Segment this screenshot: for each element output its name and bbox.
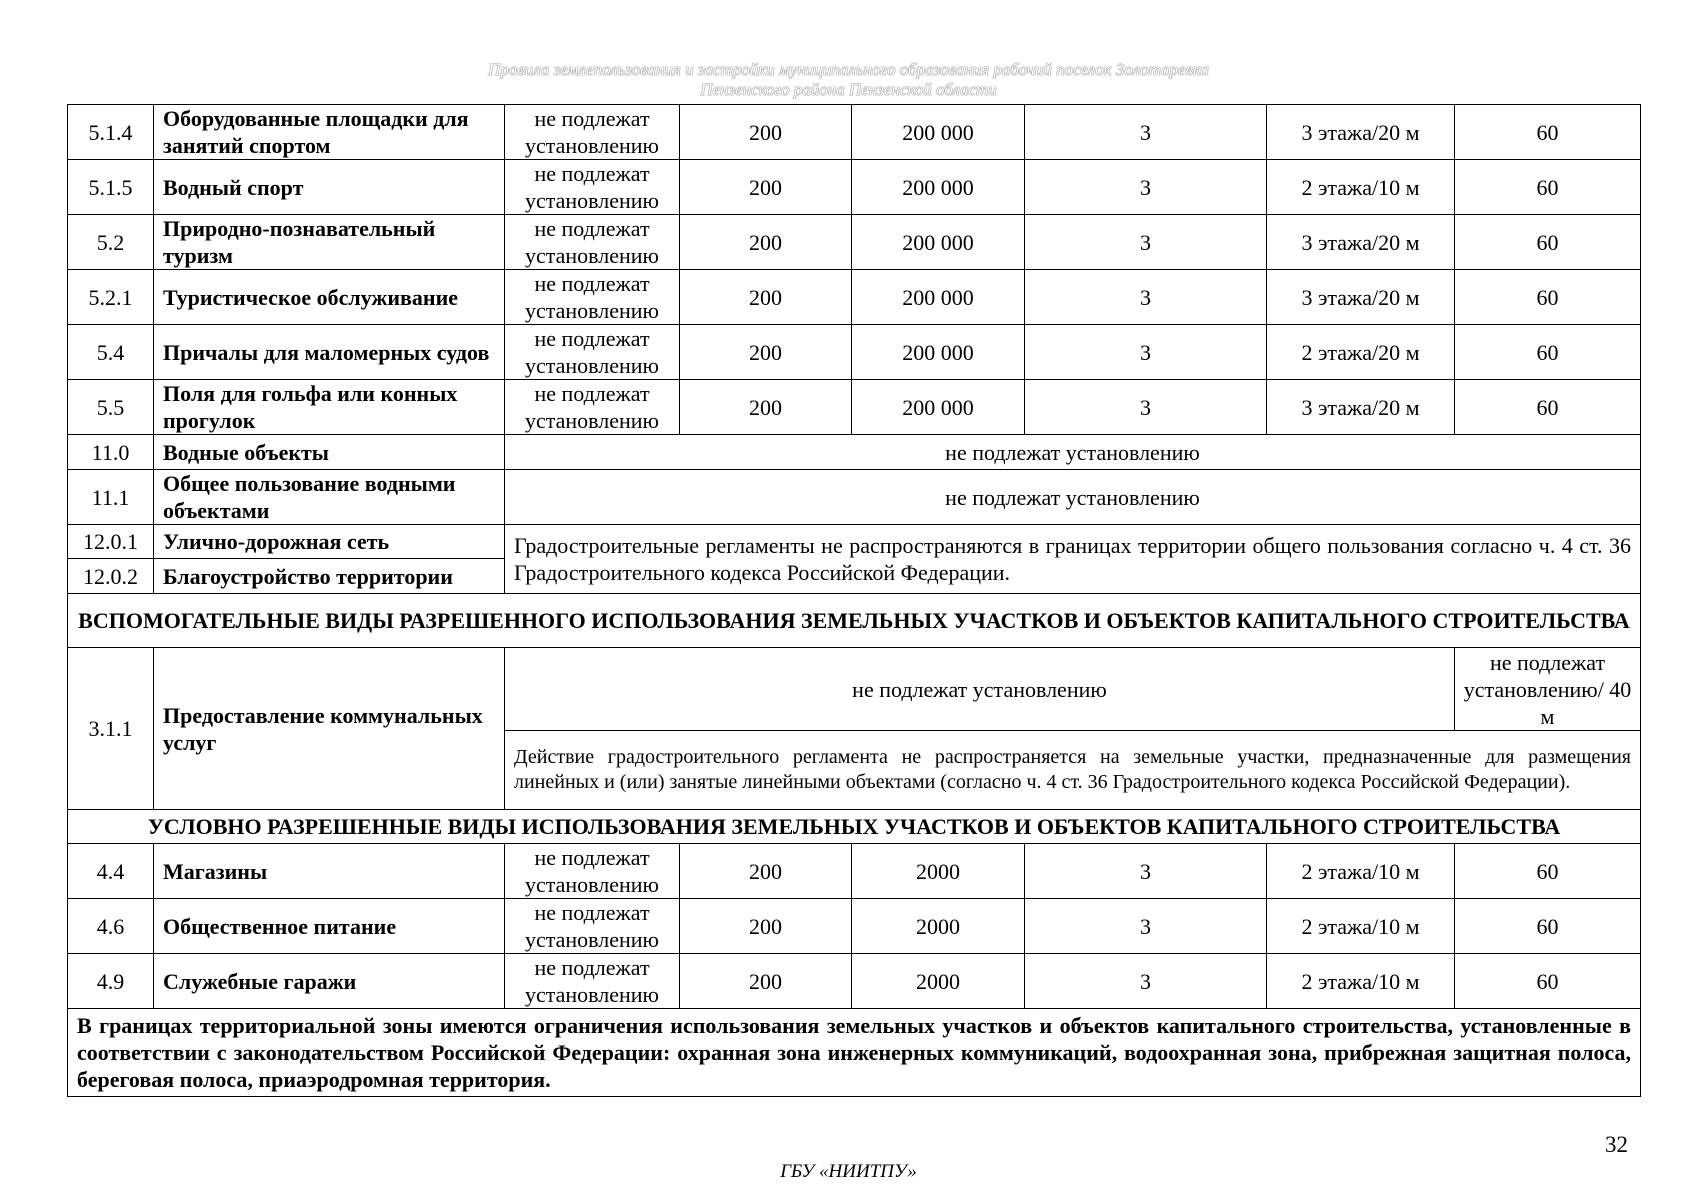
row-name: Водные объекты — [154, 435, 505, 470]
row-setback: 3 — [1025, 844, 1267, 899]
row-setback: 3 — [1025, 954, 1267, 1009]
row-height: 3 этажа/20 м — [1267, 215, 1455, 270]
row-name: Благоустройство территории — [154, 559, 505, 594]
row-min-area: 200 — [680, 105, 852, 160]
row-setback: 3 — [1025, 270, 1267, 325]
row-merged-value: не подлежат установлению — [505, 435, 1641, 470]
section-header-row — [68, 810, 1641, 844]
row-name: Улично-дорожная сеть — [154, 525, 505, 559]
section-title-conditional: УСЛОВНО РАЗРЕШЕННЫЕ ВИДЫ ИСПОЛЬЗОВАНИЯ ЗЕМЕЛЬНЫХ УЧАСТКОВ И ОБЪЕКТОВ КАПИТАЛЬНОГО СТРОИТЕЛЬСТВА — [68, 810, 1641, 844]
table-row — [68, 954, 1641, 1009]
row-code: 5.1.4 — [68, 105, 154, 160]
regulations-table — [67, 104, 1641, 1097]
row-max-area: 200 000 — [852, 160, 1025, 215]
row-height: 3 этажа/20 м — [1267, 380, 1455, 435]
row-coverage: 60 — [1455, 380, 1641, 435]
row-name: Природно-познавательный туризм — [154, 215, 505, 270]
row-height: 3 этажа/20 м — [1267, 270, 1455, 325]
row-min-size: не подлежат установлению — [505, 270, 680, 325]
zone-restrictions-note: В границах территориальной зоны имеются ограничения использования земельных участков и объектов капитального строительства, установленные в соответствии с законодательством Российской Федерации: охранная зона инженерных коммуникаций, водоохранная зона, прибрежная защитная полоса, береговая полоса, приаэродромная территория. — [68, 1009, 1641, 1097]
table-row — [68, 899, 1641, 954]
row-max-area: 200 000 — [852, 105, 1025, 160]
row-height: 2 этажа/10 м — [1267, 954, 1455, 1009]
row-max-area: 200 000 — [852, 380, 1025, 435]
row-height: 2 этажа/10 м — [1267, 899, 1455, 954]
row-coverage: 60 — [1455, 160, 1641, 215]
row-name: Причалы для маломерных судов — [154, 325, 505, 380]
row-name: Водный спорт — [154, 160, 505, 215]
row-coverage: 60 — [1455, 899, 1641, 954]
table-row — [68, 648, 1641, 731]
table-row — [68, 435, 1641, 470]
row-name: Служебные гаражи — [154, 954, 505, 1009]
table-row — [68, 525, 1641, 559]
row-code: 3.1.1 — [68, 648, 154, 810]
row-code: 5.1.5 — [68, 160, 154, 215]
row-code: 5.2.1 — [68, 270, 154, 325]
row-height: не подлежат установлению/ 40 м — [1455, 648, 1641, 731]
table-row — [68, 105, 1641, 160]
row-max-area: 2000 — [852, 954, 1025, 1009]
table-row — [68, 270, 1641, 325]
roads-regulation-text: Градостроительные регламенты не распространяются в границах территории общего пользования согласно ч. 4 ст. 36 Градостроительного кодекса Российской Федерации. — [505, 525, 1641, 594]
table-row — [68, 325, 1641, 380]
row-name: Общее пользование водными объектами — [154, 470, 505, 525]
table-row — [68, 215, 1641, 270]
row-min-area: 200 — [680, 844, 852, 899]
row-height: 2 этажа/20 м — [1267, 325, 1455, 380]
table-row — [68, 160, 1641, 215]
row-height: 3 этажа/20 м — [1267, 105, 1455, 160]
row-max-area: 200 000 — [852, 215, 1025, 270]
row-max-area: 2000 — [852, 899, 1025, 954]
row-min-size: не подлежат установлению — [505, 325, 680, 380]
table-row — [68, 844, 1641, 899]
row-min-size: не подлежат установлению — [505, 160, 680, 215]
row-min-size: не подлежат установлению — [505, 105, 680, 160]
row-coverage: 60 — [1455, 105, 1641, 160]
table-row — [68, 470, 1641, 525]
row-max-area: 2000 — [852, 844, 1025, 899]
row-min-size: не подлежат установлению — [505, 954, 680, 1009]
row-coverage: 60 — [1455, 954, 1641, 1009]
row-setback: 3 — [1025, 160, 1267, 215]
row-name: Магазины — [154, 844, 505, 899]
row-setback: 3 — [1025, 899, 1267, 954]
row-height: 2 этажа/10 м — [1267, 160, 1455, 215]
row-min-area: 200 — [680, 380, 852, 435]
row-min-size: не подлежат установлению — [505, 899, 680, 954]
row-min-area: 200 — [680, 954, 852, 1009]
row-setback: 3 — [1025, 215, 1267, 270]
row-coverage: 60 — [1455, 270, 1641, 325]
row-min-area: 200 — [680, 215, 852, 270]
row-merged-value: не подлежат установлению — [505, 470, 1641, 525]
section-header-row — [68, 594, 1641, 648]
row-code: 12.0.1 — [68, 525, 154, 559]
row-name: Общественное питание — [154, 899, 505, 954]
document-footer: ГБУ «НИИТПУ» — [780, 1161, 917, 1182]
row-name: Поля для гольфа или конных прогулок — [154, 380, 505, 435]
row-min-area: 200 — [680, 899, 852, 954]
row-min-size: не подлежат установлению — [505, 380, 680, 435]
row-coverage: 60 — [1455, 215, 1641, 270]
document-header-line2: Пензенского района Пензенской области — [700, 80, 997, 99]
row-height: 2 этажа/10 м — [1267, 844, 1455, 899]
row-code: 12.0.2 — [68, 559, 154, 594]
document-header-line1: Правила землепользования и застройки муниципального образования рабочий поселок Золотаревка — [488, 60, 1209, 79]
aux-regulation-note: Действие градостроительного регламента не распространяется на земельные участки, предназначенные для размещения линейных и (или) занятые линейными объектами (согласно ч. 4 ст. 36 Градостроительного кодекса Российской Федерации). — [505, 731, 1641, 810]
page-number: 32 — [1605, 1132, 1628, 1157]
row-setback: 3 — [1025, 380, 1267, 435]
table-row — [68, 380, 1641, 435]
row-merged-value: не подлежат установлению — [505, 648, 1455, 731]
row-setback: 3 — [1025, 325, 1267, 380]
row-name: Предоставление коммунальных услуг — [154, 648, 505, 810]
row-coverage: 60 — [1455, 325, 1641, 380]
row-min-area: 200 — [680, 325, 852, 380]
row-code: 11.0 — [68, 435, 154, 470]
row-code: 11.1 — [68, 470, 154, 525]
footnote-row — [68, 1009, 1641, 1097]
row-code: 5.2 — [68, 215, 154, 270]
row-setback: 3 — [1025, 105, 1267, 160]
row-coverage: 60 — [1455, 844, 1641, 899]
row-min-area: 200 — [680, 160, 852, 215]
row-max-area: 200 000 — [852, 325, 1025, 380]
row-min-size: не подлежат установлению — [505, 844, 680, 899]
row-code: 4.6 — [68, 899, 154, 954]
row-code: 5.5 — [68, 380, 154, 435]
row-name: Туристическое обслуживание — [154, 270, 505, 325]
row-code: 4.9 — [68, 954, 154, 1009]
row-code: 5.4 — [68, 325, 154, 380]
row-name: Оборудованные площадки для занятий спортом — [154, 105, 505, 160]
row-min-size: не подлежат установлению — [505, 215, 680, 270]
row-max-area: 200 000 — [852, 270, 1025, 325]
row-min-area: 200 — [680, 270, 852, 325]
row-code: 4.4 — [68, 844, 154, 899]
section-title-auxiliary: ВСПОМОГАТЕЛЬНЫЕ ВИДЫ РАЗРЕШЕННОГО ИСПОЛЬЗОВАНИЯ ЗЕМЕЛЬНЫХ УЧАСТКОВ И ОБЪЕКТОВ КАПИТАЛЬНОГО СТРОИТЕЛЬСТВА — [68, 594, 1641, 648]
